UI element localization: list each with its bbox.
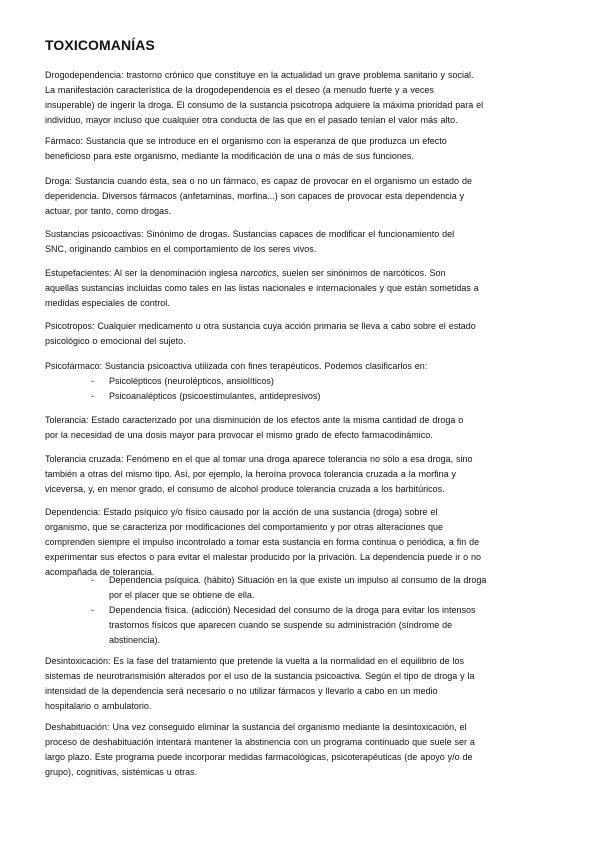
text-line: proceso de deshabituación intentará mantener la abstinencia con un programa continuado que suele ser a	[45, 737, 475, 747]
list-item-text: Dependencia física. (adicción) Necesidad del consumo de la droga para evitar los intensos	[109, 605, 476, 615]
text-line: comprenden siempre el impulso incontrolado a tomar esta sustancia en forma continua o periódica, a fin de	[45, 537, 480, 547]
text-line: Deshabituación: Una vez conseguido eliminar la sustancia del organismo mediante la desintoxicación, el	[45, 722, 467, 732]
paragraph-psicofarmaco	[45, 359, 525, 374]
paragraph-sustancias-psicoactivas	[45, 227, 525, 257]
text-line: individuo, mayor incluso que cualquier otra conducta de las que en el pasado tenían el valor más alto.	[45, 115, 458, 125]
text-line: largo plazo. Este programa puede incorporar medidas farmacológicas, psicoterapéuticas (de apoyo y/o de	[45, 752, 473, 762]
text-line: psicológico o emocional del sujeto.	[45, 336, 186, 346]
document-title: TOXICOMANÍAS	[45, 37, 155, 53]
text-line: sistemas de neurotransmisión alterados por el uso de la sustancia psicoactiva. Según el tipo de droga y la	[45, 671, 475, 681]
text-line: Tolerancia cruzada: Fenómeno en el que al tomar una droga aparece tolerancia no sólo a esa droga, sino	[45, 454, 473, 464]
list-item-text: Psicoanalépticos (psicoestimulantes, antidepresivos)	[109, 391, 321, 401]
paragraph-deshabituacion	[45, 720, 525, 780]
psicofarmaco-list	[91, 374, 531, 404]
list-item-text: abstinencia).	[109, 635, 161, 645]
text-line: Fármaco: Sustancia que se introduce en el organismo con la esperanza de que produzca un efecto	[45, 136, 447, 146]
paragraph-psicotropos	[45, 319, 525, 349]
paragraph-tolerancia-cruzada	[45, 452, 525, 497]
text-segment: , suelen ser sinónimos de narcóticos. Son	[276, 268, 446, 278]
text-line: también a otras del mismo tipo. Así, por ejemplo, la heroína provoca tolerancia cruzada a la morfina y	[45, 469, 457, 479]
list-item	[91, 389, 531, 404]
text-line: hospitalario o ambulatorio.	[45, 701, 152, 711]
list-item-text: trastornos físicos que aparecen cuando se suspende su administración (síndrome de	[109, 620, 453, 630]
text-line: intensidad de la dependencia será necesario o no utilizar fármacos y llevarlo a cabo en un medio	[45, 686, 438, 696]
paragraph-tolerancia	[45, 413, 525, 443]
italic-term: narcotics	[240, 268, 277, 278]
paragraph-dependencia	[45, 505, 525, 580]
text-line: Drogodependencia: trastorno crónico que constituye en la actualidad un grave problema sanitario y social.	[45, 70, 474, 80]
text-line: Psicofármaco: Sustancia psicoactiva utilizada con fines terapéuticos. Podemos clasificarlos en:	[45, 361, 428, 371]
list-item	[91, 573, 531, 603]
text-line: Desintoxicación: Es la fase del tratamiento que pretende la vuelta a la normalidad en el equilibrio de los	[45, 656, 465, 666]
text-line: Dependencia: Estado psíquico y/o físico causado por la acción de una sustancia (droga) sobre el	[45, 507, 438, 517]
text-line: Droga: Sustancia cuando ésta, sea o no un fármaco, es capaz de provocar en el organismo un estado de	[45, 176, 472, 186]
bullet-dash: -	[91, 605, 94, 615]
text-line: La manifestación característica de la drogodependencia es el deseo (a menudo fuerte y a veces	[45, 85, 434, 95]
text-segment: Estupefacientes: Al ser la denominación inglesa	[45, 268, 241, 278]
text-line: actuar, por tanto, como drogas.	[45, 206, 172, 216]
list-item-text: por el placer que se obtiene de ella.	[109, 590, 255, 600]
list-item-text: Psicolépticos (neurolépticos, ansiolíticos)	[109, 376, 274, 386]
list-item	[91, 374, 531, 389]
text-line: grupo), cognitivas, sistémicas u otras.	[45, 767, 198, 777]
text-line	[45, 266, 525, 281]
bullet-dash: -	[91, 376, 94, 386]
text-line: aquellas sustancias incluidas como tales en las listas nacionales e internacionales y que están sometidas a	[45, 283, 479, 293]
paragraph-drogodependencia	[45, 68, 525, 128]
text-line: Sustancias psicoactivas: Sinónimo de drogas. Sustancias capaces de modificar el funcionamiento del	[45, 229, 455, 239]
text-line: Tolerancia: Estado caracterizado por una disminución de los efectos ante la misma cantidad de droga o	[45, 415, 464, 425]
text-line: experimentar sus efectos o para evitar el malestar producido por la privación. La dependencia puede ir o no	[45, 552, 482, 562]
text-line: por la necesidad de una dosis mayor para provocar el mismo grado de efecto farmacodinámico.	[45, 430, 433, 440]
dependencia-list	[91, 573, 531, 648]
paragraph-droga	[45, 174, 525, 219]
paragraph-desintoxicacion	[45, 654, 525, 714]
list-item-text: Dependencia psíquica. (hábito) Situación en la que existe un impulso al consumo de la droga	[109, 575, 487, 585]
text-line: acompañada de tolerancia.	[45, 567, 155, 577]
text-line: medidas especiales de control.	[45, 298, 170, 308]
list-item	[91, 603, 531, 648]
text-line: organismo, que se caracteriza por modificaciones del comportamiento y por otras alteraciones que	[45, 522, 444, 532]
text-line: viceversa, y, en menor grado, el consumo de alcohol produce tolerancia cruzada a los barbitúricos.	[45, 484, 445, 494]
bullet-dash: -	[91, 391, 94, 401]
text-line: insuperable) de ingerir la droga. El consumo de la sustancia psicotropa adquiere la máxima prioridad para el	[45, 100, 484, 110]
text-line: dependencia. Diversos fármacos (anfetaminas, morfina...) son capaces de provocar esta dependencia y	[45, 191, 465, 201]
text-line: SNC, originando cambios en el comportamiento de los seres vivos.	[45, 244, 317, 254]
text-line: Psicotropos: Cualquier medicamento u otra sustancia cuya acción primaria se lleva a cabo sobre el estado	[45, 321, 476, 331]
bullet-dash: -	[91, 575, 94, 585]
paragraph-estupefacientes	[45, 266, 525, 311]
text-line: beneficioso para este organismo, mediante la modificación de una o más de sus funciones.	[45, 151, 414, 161]
paragraph-farmaco	[45, 134, 525, 164]
